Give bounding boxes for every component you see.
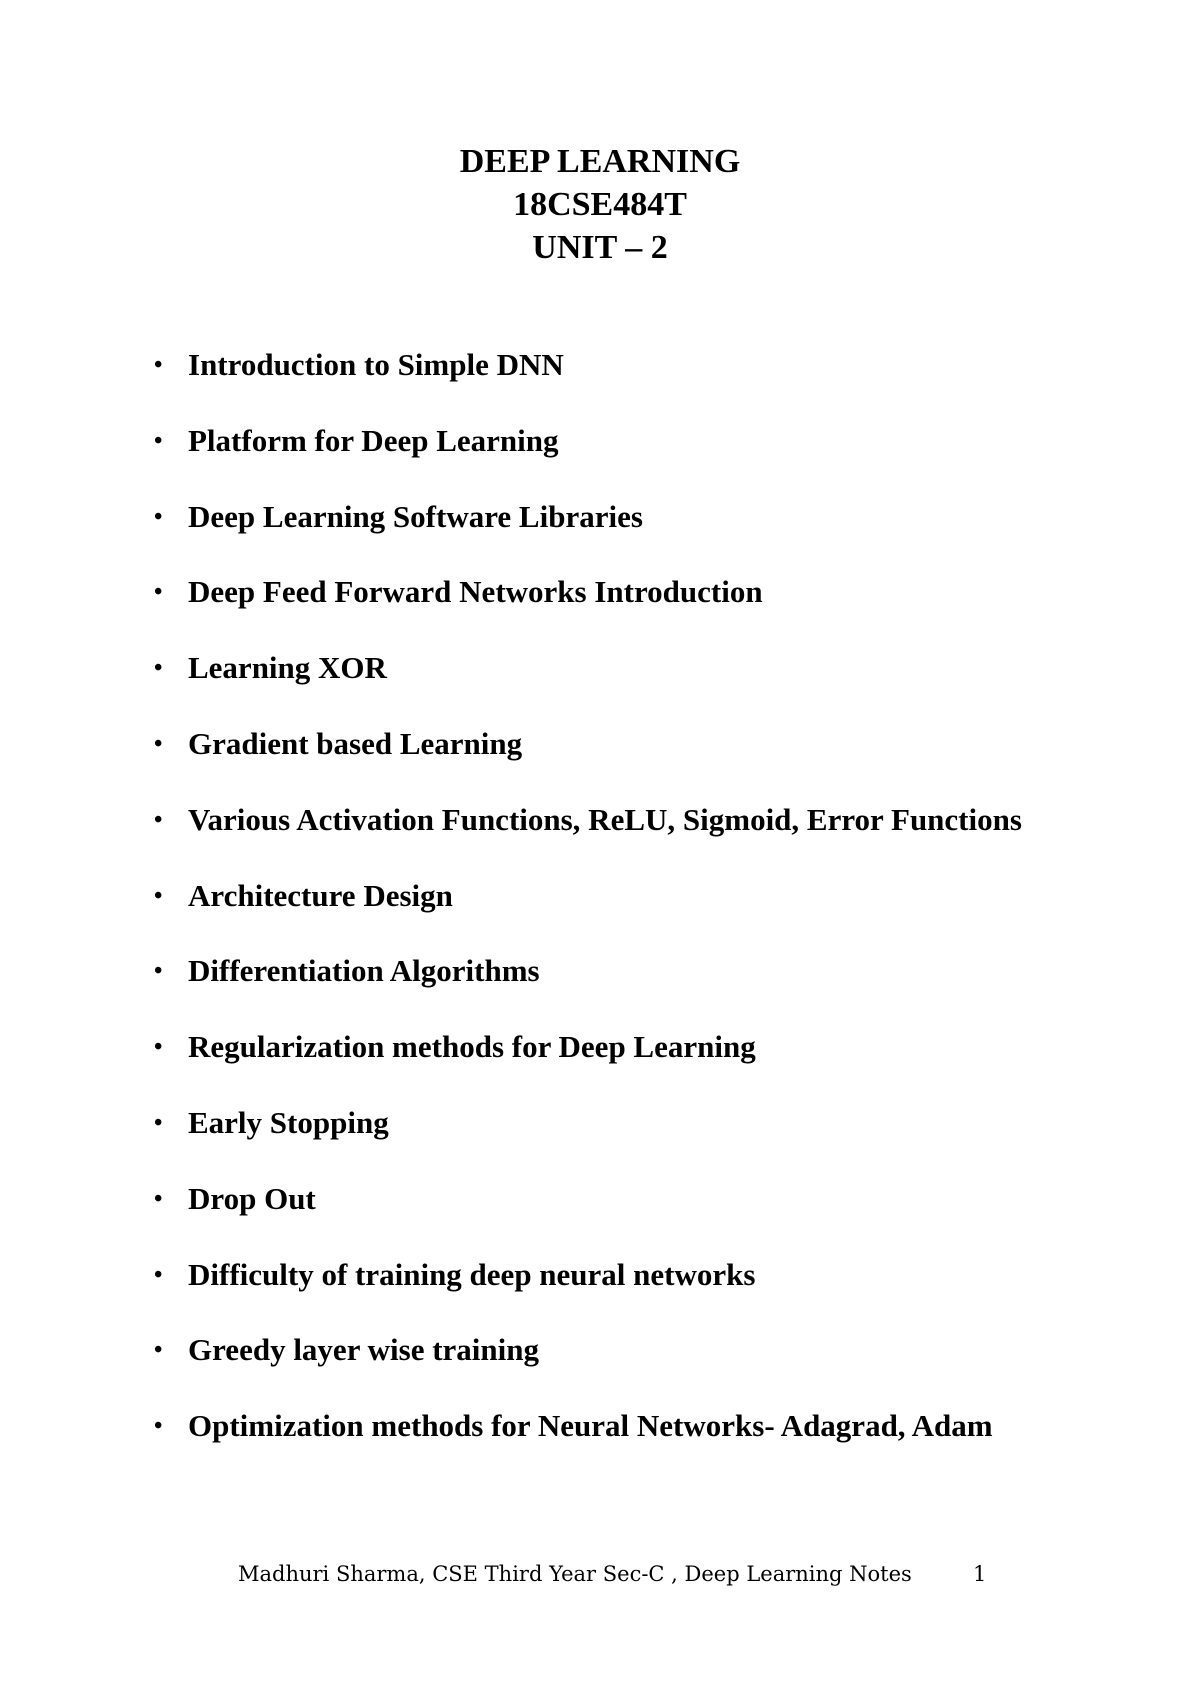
document-title: DEEP LEARNING — [459, 143, 741, 180]
bullet-icon: • — [154, 1413, 163, 1440]
bullet-icon: • — [154, 1034, 163, 1061]
topic-text: Learning XOR — [188, 650, 387, 686]
course-code: 18CSE484T — [513, 186, 687, 223]
bullet-icon: • — [154, 579, 163, 606]
bullet-icon: • — [154, 427, 163, 454]
topic-text: Drop Out — [188, 1180, 316, 1216]
footer-text: Madhuri Sharma, CSE Third Year Sec-C , Deep Learning Notes — [238, 1562, 912, 1586]
bullet-icon: • — [154, 352, 163, 378]
topic-text: Greedy layer wise training — [188, 1332, 540, 1368]
bullet-icon: • — [154, 882, 163, 909]
topic-text: Differentiation Algorithms — [188, 953, 540, 989]
bullet-icon: • — [154, 1109, 163, 1136]
unit-label: UNIT – 2 — [532, 229, 668, 266]
topic-text: Platform for Deep Learning — [188, 422, 559, 458]
bullet-icon: • — [154, 1337, 163, 1364]
topic-text: Deep Learning Software Libraries — [188, 498, 643, 534]
topic-text: Difficulty of training deep neural networks — [188, 1256, 756, 1292]
title-block — [0, 140, 1200, 269]
bullet-icon: • — [154, 1261, 163, 1288]
topic-text: Early Stopping — [188, 1104, 389, 1140]
topic-text: Gradient based Learning — [188, 725, 523, 761]
topic-text: Introduction to Simple DNN — [188, 347, 564, 382]
bullet-icon: • — [154, 730, 163, 757]
topic-text: Various Activation Functions, ReLU, Sigmoid, Error Functions — [188, 801, 1022, 837]
topic-text: Architecture Design — [188, 877, 453, 913]
bullet-icon: • — [154, 1185, 163, 1212]
topic-text: Optimization methods for Neural Networks- Adagrad, Adam — [188, 1408, 993, 1444]
topic-text: Regularization methods for Deep Learning — [188, 1029, 756, 1065]
bullet-icon: • — [154, 958, 163, 985]
topic-text: Deep Feed Forward Networks Introduction — [188, 574, 763, 610]
bullet-icon: • — [154, 655, 163, 682]
page-number: 1 — [973, 1562, 987, 1586]
bullet-icon: • — [154, 806, 163, 833]
bullet-icon: • — [154, 503, 163, 530]
